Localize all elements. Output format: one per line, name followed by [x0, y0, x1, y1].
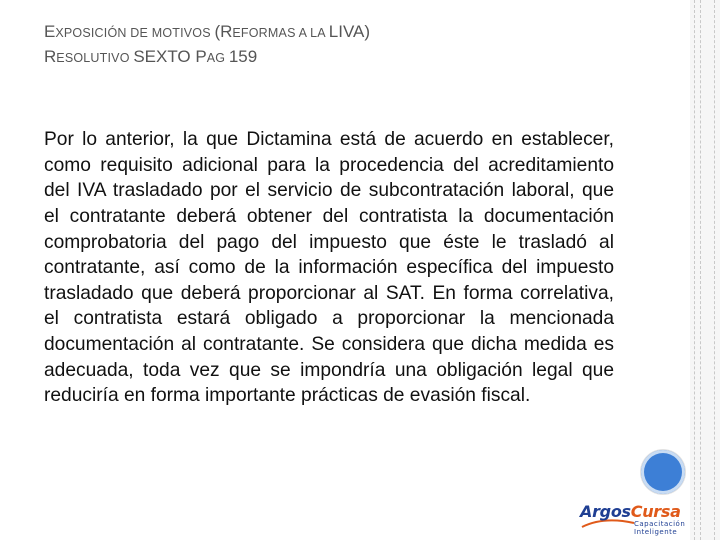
title-part: E — [44, 22, 56, 41]
title-part: R — [44, 47, 57, 66]
slide-title — [44, 20, 644, 70]
title-part: SEXTO P — [133, 47, 207, 66]
title-line-1 — [44, 20, 644, 45]
title-part: EFORMAS A LA — [232, 26, 329, 40]
title-line-2 — [44, 45, 644, 70]
body-paragraph: Por lo anterior, la que Dictamina está de acuerdo en establecer, como requisito adicional para la procedencia del acreditamiento del IVA trasladado por el servicio de subcontratación laboral, que el contratante deberá obtener del contratista la documentación comprobatoria del pago del impuesto que éste le trasladó al contratante, así como de la información específica del impuesto trasladado que deberá proporcionar al SAT. En forma correlativa, el contratista estará obligado a proporcionar la mencionada documentación al contratante. Se considera que dicha medida es adecuada, toda vez que se impondría una obligación legal que reduciría en forma importante prácticas de evasión fiscal. — [44, 129, 614, 407]
title-part: R — [220, 22, 233, 41]
logo-tagline — [634, 520, 685, 536]
logo-word-accent: Cursa — [630, 502, 681, 521]
dashed-line — [700, 0, 701, 540]
title-part: 159 — [228, 47, 258, 66]
title-part: XPOSICIÓN DE MOTIVOS — [55, 26, 215, 40]
logo-tagline-line-2: Inteligente — [634, 528, 678, 536]
title-part: LIVA) — [328, 22, 371, 41]
logo-word-main: Argos — [580, 502, 631, 521]
circle-bullet-icon — [641, 450, 685, 494]
brand-logo — [580, 500, 700, 538]
dashed-line — [714, 0, 715, 540]
dashed-line — [694, 0, 695, 540]
logo-wordmark — [580, 502, 681, 521]
decorative-side-band — [690, 0, 720, 540]
title-part: ESOLUTIVO — [56, 51, 134, 65]
title-part: ( — [214, 22, 221, 41]
logo-tagline-line-1: Capacitación — [634, 520, 686, 528]
title-part: AG — [206, 51, 229, 65]
